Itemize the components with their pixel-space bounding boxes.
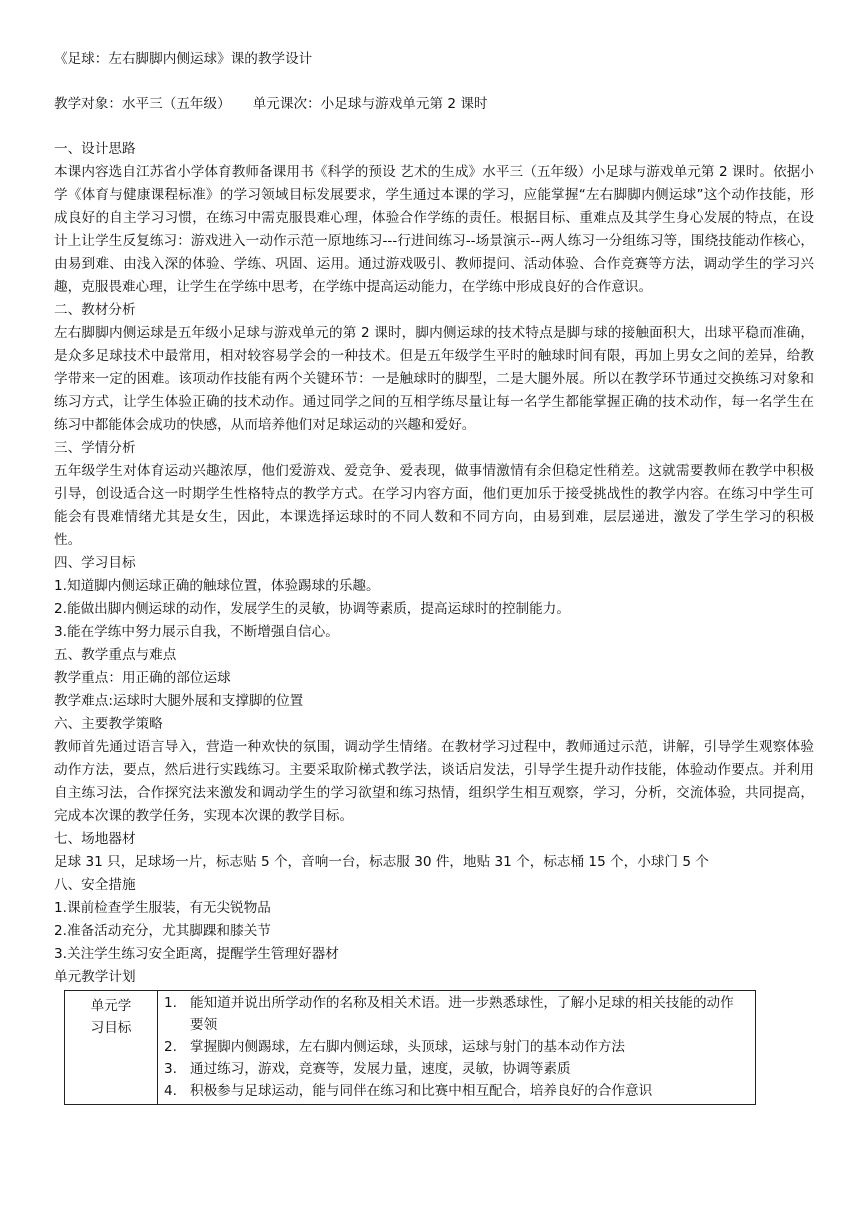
- list-item: [164, 1058, 747, 1080]
- meta-target: 教学对象：水平三（五年级）: [54, 96, 231, 112]
- section-body-strategy: 教师首先通过语言导入，营造一种欢快的氛围，调动学生情绪。在教材学习过程中，教师通过示范，讲解，引导学生观察体验动作方法，要点，然后进行实践练习。主要采取阶梯式教学法，谈话启发法，引导学生提升动作技能，体验动作要点。并利用自主练习法，合作探究法来激发和调动学生的学习欲望和练习热情，组织学生相互观察，学习，分析，交流体验，共同提高，完成本次课的教学任务，实现本次课的教学目标。: [54, 739, 814, 824]
- section-body-equipment: 足球 31 只，足球场一片，标志贴 5 个，音响一台，标志服 30 件，地贴 31 个，标志桶 15 个，小球门 5 个: [54, 854, 709, 870]
- document-meta: [54, 93, 814, 116]
- goal-text: 积极参与足球运动，能与同伴在练习和比赛中相互配合，培养良好的合作意识: [190, 1083, 653, 1099]
- section-heading-strategy: 六、主要教学策略: [54, 716, 163, 732]
- plan-heading: 单元教学计划: [54, 969, 136, 985]
- unit-plan-table: [64, 990, 756, 1105]
- goals-list: [164, 992, 747, 1102]
- section-heading-safety: 八、安全措施: [54, 877, 136, 893]
- goals-cell: [158, 991, 756, 1105]
- section-heading-students: 三、学情分析: [54, 440, 136, 456]
- list-item: [164, 1036, 747, 1058]
- objective-item: 2.能做出脚内侧运球的动作，发展学生的灵敏，协调等素质，提高运球时的控制能力。: [54, 601, 570, 617]
- section-heading-equipment: 七、场地器材: [54, 831, 136, 847]
- row-header-line: 单元学: [90, 998, 132, 1014]
- list-item: [164, 992, 747, 1036]
- goal-number: 2.: [164, 1039, 177, 1055]
- safety-item: 1.课前检查学生服装，有无尖锐物品: [54, 900, 271, 916]
- teaching-key-point: 教学重点：用正确的部位运球: [54, 670, 231, 686]
- list-item: [164, 1080, 747, 1102]
- section-body-design: 本课内容选自江苏省小学体育教师备课用书《科学的预设 艺术的生成》水平三（五年级）小足球与游戏单元第 2 课时。依据小学《体育与健康课程标准》的学习领域目标发展要求，学生通过本课的学习，应能掌握“左右脚脚内侧运球”这个动作技能，形成良好的自主学习习惯，在练习中需克服畏难心理，体验合作学练的责任。根据目标、重难点及其学生身心发展的特点，在设计上让学生反复练习：游戏进入一动作示范一原地练习---行进间练习--场景演示--两人练习一分组练习等，围绕技能动作核心，由易到难、由浅入深的体验、学练、巩固、运用。通过游戏吸引、教师提问、活动体验、合作竞赛等方法，调动学生的学习兴趣，克服畏难心理，让学生在学练中思考，在学练中提高运动能力，在学练中形成良好的合作意识。: [54, 164, 814, 295]
- safety-item: 2.准备活动充分，尤其脚踝和膝关节: [54, 923, 271, 939]
- document-page: [54, 48, 814, 1105]
- section-heading-focus: 五、教学重点与难点: [54, 647, 177, 663]
- meta-lesson: 单元课次：小足球与游戏单元第 2 课时: [252, 96, 488, 112]
- document-title: 《足球：左右脚脚内侧运球》课的教学设计: [54, 51, 313, 67]
- section-body-material: 左右脚脚内侧运球是五年级小足球与游戏单元的第 2 课时，脚内侧运球的技术特点是脚与球的接触面积大，出球平稳而准确，是众多足球技术中最常用，相对较容易学会的一种技术。但是五年级学生平时的触球时间有限，再加上男女之间的差异，给教学带来一定的困难。该项动作技能有两个关键环节：一是触球时的脚型，二是大腿外展。所以在教学环节通过交换练习对象和练习方式，让学生体验正确的技术动作。通过同学之间的互相学练尽量让每一名学生都能掌握正确的技术动作，每一名学生在练习中都能体会成功的快感，从而培养他们对足球运动的兴趣和爱好。: [54, 325, 814, 433]
- goal-number: 4.: [164, 1083, 177, 1099]
- row-header-line: 习目标: [90, 1020, 132, 1036]
- safety-item: 3.关注学生练习安全距离，提醒学生管理好器材: [54, 946, 339, 962]
- objective-item: 3.能在学练中努力展示自我，不断增强自信心。: [54, 624, 339, 640]
- teaching-difficulty: 教学难点:运球时大腿外展和支撑脚的位置: [54, 693, 304, 709]
- section-body-students: 五年级学生对体育运动兴趣浓厚，他们爱游戏、爱竞争、爱表现，做事情激情有余但稳定性稍差。这就需要教师在教学中积极引导，创设适合这一时期学生性格特点的教学方式。在学习内容方面，他们更加乐于接受挑战性的教学内容。在练习中学生可能会有畏难情绪尤其是女生，因此，本课选择运球时的不同人数和不同方向，由易到难，层层递进，激发了学生学习的积极性。: [54, 463, 814, 548]
- objective-item: 1.知道脚内侧运球正确的触球位置，体验踢球的乐趣。: [54, 578, 380, 594]
- section-heading-objectives: 四、学习目标: [54, 555, 136, 571]
- row-header-cell: [65, 991, 158, 1105]
- section-heading-material: 二、教材分析: [54, 302, 136, 318]
- goal-number: 3.: [164, 1061, 177, 1077]
- section-heading-design: 一、设计思路: [54, 141, 136, 157]
- goal-text: 能知道并说出所学动作的名称及相关术语。进一步熟悉球性，了解小足球的相关技能的动作要领: [190, 995, 734, 1033]
- table-row: [65, 991, 756, 1105]
- goal-text: 通过练习，游戏，竞赛等，发展力量，速度，灵敏，协调等素质: [190, 1061, 571, 1077]
- goal-number: 1.: [164, 995, 177, 1011]
- goal-text: 掌握脚内侧踢球，左右脚内侧运球，头顶球，运球与射门的基本动作方法: [190, 1039, 625, 1055]
